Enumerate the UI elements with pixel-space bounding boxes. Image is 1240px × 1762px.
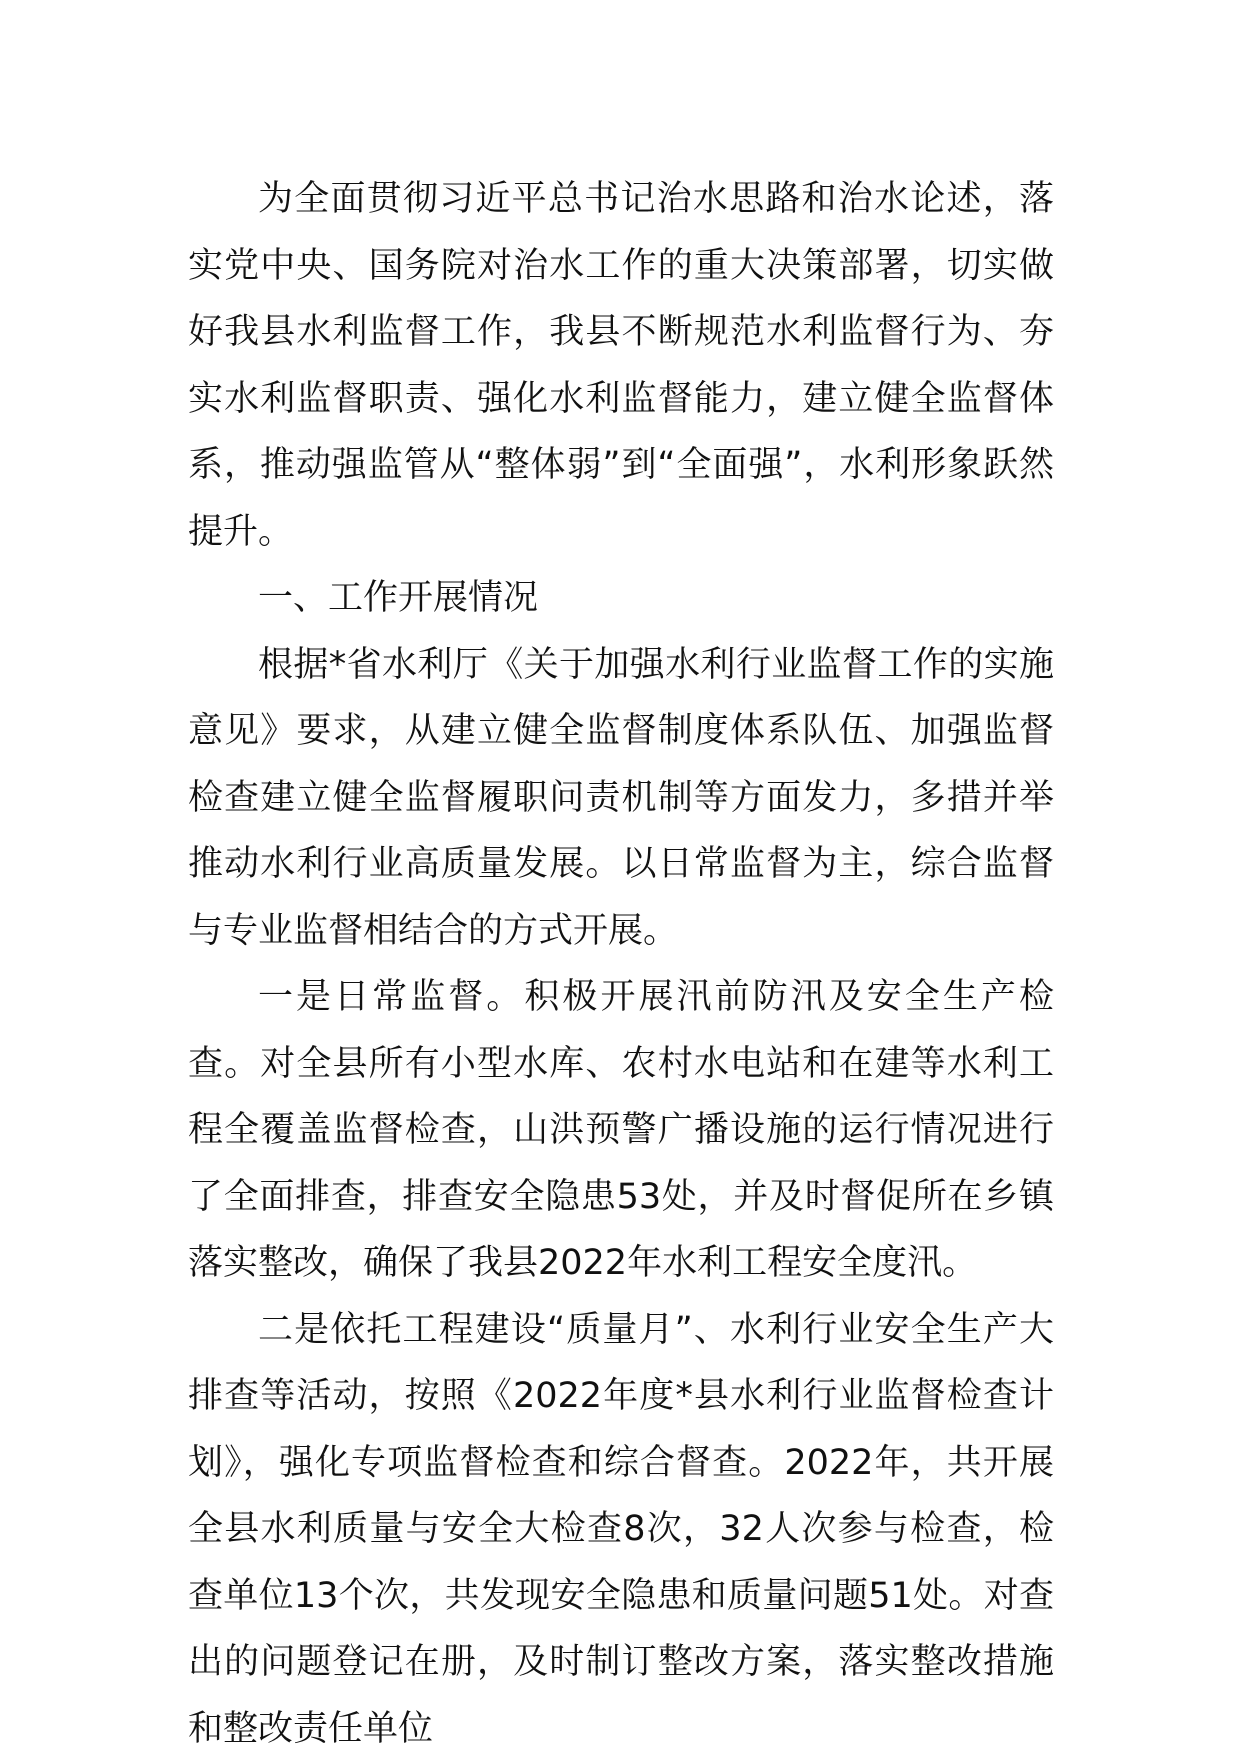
document-body	[188, 166, 1054, 1762]
special-inspection-paragraph: 二是依托工程建设“质量月”、水利行业安全生产大排查等活动，按照《2022年度*县水利行业监督检查计划》，强化专项监督检查和综合督查。2022年，共开展全县水利质量与安全大检查8次，32人次参与检查，检查单位13个次，共发现安全隐患和质量问题51处。对查出的问题登记在册，及时制订整改方案，落实整改措施和整改责任单位	[188, 1297, 1054, 1762]
basis-paragraph: 根据*省水利厅《关于加强水利行业监督工作的实施意见》要求，从建立健全监督制度体系队伍、加强监督检查建立健全监督履职问责机制等方面发力，多措并举推动水利行业高质量发展。以日常监督为主，综合监督与专业监督相结合的方式开展。	[188, 632, 1054, 965]
section-heading-work-status: 一、工作开展情况	[188, 565, 1054, 632]
intro-paragraph: 为全面贯彻习近平总书记治水思路和治水论述，落实党中央、国务院对治水工作的重大决策部署，切实做好我县水利监督工作，我县不断规范水利监督行为、夯实水利监督职责、强化水利监督能力，建立健全监督体系，推动强监管从“整体弱”到“全面强”，水利形象跃然提升。	[188, 166, 1054, 565]
daily-supervision-paragraph: 一是日常监督。积极开展汛前防汛及安全生产检查。对全县所有小型水库、农村水电站和在建等水利工程全覆盖监督检查，山洪预警广播设施的运行情况进行了全面排查，排查安全隐患53处，并及时督促所在乡镇落实整改，确保了我县2022年水利工程安全度汛。	[188, 964, 1054, 1297]
